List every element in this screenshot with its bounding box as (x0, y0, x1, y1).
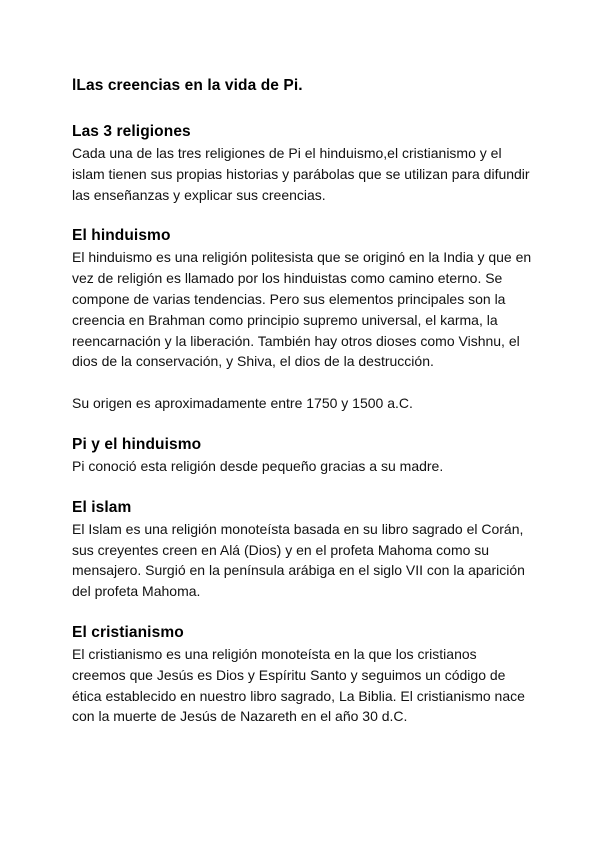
document-title: lLas creencias en la vida de Pi. (72, 77, 303, 94)
section-paragraph: Pi conoció esta religión desde pequeño gracias a su madre. (72, 457, 444, 474)
section-las-3-religiones (72, 122, 532, 205)
section-heading: El hinduismo (72, 227, 171, 245)
document-page (72, 76, 532, 748)
section-heading: Las 3 religiones (72, 123, 191, 140)
section-paragraph: El Islam es una religión monoteísta basada en su libro sagrado el Corán, sus creyentes creen en Alá (Dios) y en el profeta Mahoma como su mensajero. Surgió en la península arábiga en el siglo VII con la aparición del profeta Mahoma. (72, 520, 525, 600)
section-heading: Pi y el hinduismo (72, 435, 202, 453)
section-el-islam (72, 498, 532, 602)
section-pi-y-el-hinduismo (72, 435, 532, 477)
section-el-hinduismo (72, 226, 532, 414)
section-paragraph: Su origen es aproximadamente entre 1750 y 1500 a.C. (72, 395, 413, 412)
section-paragraph: Cada una de las tres religiones de Pi el hinduismo,el cristianismo y el islam tienen sus propias historias y parábolas que se utilizan para difundir las enseñanzas y explicar sus creencias. (72, 145, 530, 203)
section-heading: El islam (72, 498, 132, 516)
section-paragraph: El hinduismo es una religión politesista que se originó en la India y que en vez de religión es llamado por los hinduistas como camino eterno. Se compone de varias tendencias. Pero sus elementos principales son la creencia en Brahman como principio supremo universal, el karma, la reencarnación y la liberación. También hay otros dioses como Vishnu, el dios de la conservación, y Shiva, el dios de la destrucción. (72, 249, 532, 370)
section-paragraph: El cristianismo es una religión monoteísta en la que los cristianos creemos que Jesús es Dios y Espíritu Santo y seguimos un código de ética establecido en nuestro libro sagrado, La Biblia. El cristianismo nace con la muerte de Jesús de Nazareth en el año 30 d.C. (72, 645, 525, 725)
section-heading: El cristianismo (72, 623, 184, 641)
section-el-cristianismo (72, 623, 532, 727)
